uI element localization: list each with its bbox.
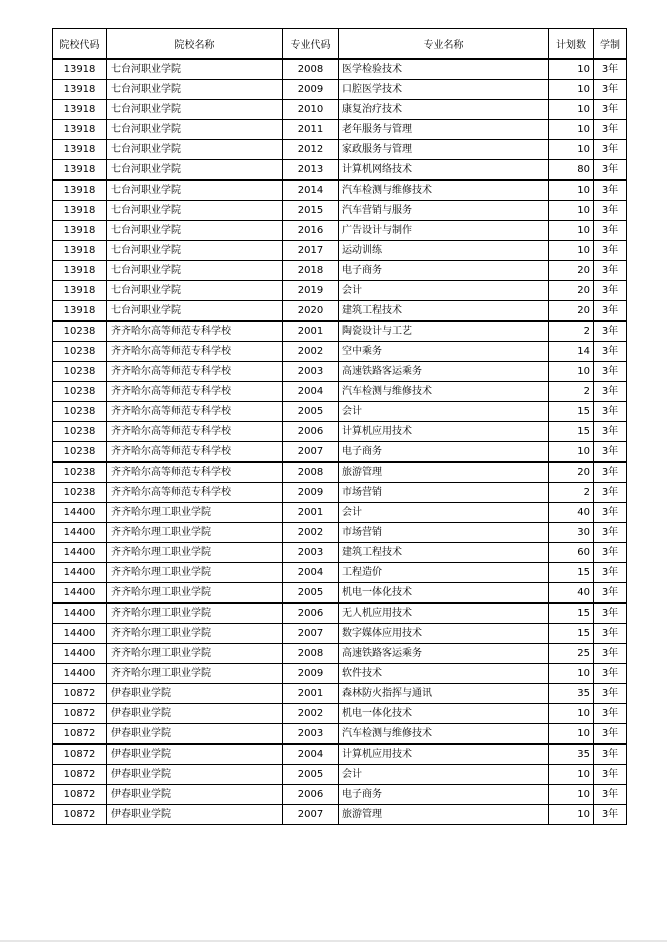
cell-plan-count: 15 [549, 402, 594, 422]
cell-major-name: 计算机网络技术 [339, 160, 549, 181]
cell-major-code: 2019 [283, 281, 339, 301]
cell-plan-count: 10 [549, 785, 594, 805]
cell-plan-count: 30 [549, 523, 594, 543]
table-row [53, 382, 627, 402]
table-row [53, 261, 627, 281]
cell-school-code: 13918 [53, 261, 107, 281]
cell-study-years: 3年 [594, 342, 627, 362]
cell-school-name: 齐齐哈尔高等师范专科学校 [107, 483, 283, 503]
table-row [53, 100, 627, 120]
cell-study-years: 3年 [594, 644, 627, 664]
cell-plan-count: 10 [549, 201, 594, 221]
cell-school-code: 14400 [53, 644, 107, 664]
cell-study-years: 3年 [594, 100, 627, 120]
table-row [53, 543, 627, 563]
cell-major-code: 2002 [283, 342, 339, 362]
cell-school-name: 齐齐哈尔理工职业学院 [107, 624, 283, 644]
cell-study-years: 3年 [594, 684, 627, 704]
cell-major-name: 机电一体化技术 [339, 704, 549, 724]
table-row [53, 80, 627, 100]
table-row [53, 603, 627, 624]
cell-school-code: 10238 [53, 362, 107, 382]
cell-school-code: 10238 [53, 342, 107, 362]
cell-school-code: 13918 [53, 241, 107, 261]
cell-study-years: 3年 [594, 664, 627, 684]
cell-plan-count: 35 [549, 744, 594, 765]
cell-major-code: 2003 [283, 724, 339, 745]
cell-major-code: 2001 [283, 684, 339, 704]
cell-plan-count: 10 [549, 362, 594, 382]
cell-school-code: 13918 [53, 281, 107, 301]
cell-school-code: 10238 [53, 442, 107, 463]
cell-school-name: 齐齐哈尔理工职业学院 [107, 503, 283, 523]
cell-plan-count: 10 [549, 442, 594, 463]
cell-plan-count: 35 [549, 684, 594, 704]
cell-study-years: 3年 [594, 59, 627, 80]
cell-school-name: 齐齐哈尔高等师范专科学校 [107, 402, 283, 422]
cell-school-code: 14400 [53, 563, 107, 583]
cell-plan-count: 2 [549, 483, 594, 503]
cell-study-years: 3年 [594, 80, 627, 100]
cell-school-code: 13918 [53, 160, 107, 181]
cell-plan-count: 15 [549, 603, 594, 624]
cell-plan-count: 20 [549, 281, 594, 301]
cell-major-code: 2003 [283, 543, 339, 563]
header-major-name: 专业名称 [339, 29, 549, 60]
cell-school-name: 齐齐哈尔高等师范专科学校 [107, 321, 283, 342]
cell-school-code: 14400 [53, 624, 107, 644]
table-row [53, 442, 627, 463]
cell-plan-count: 40 [549, 503, 594, 523]
table-row [53, 785, 627, 805]
cell-major-name: 会计 [339, 765, 549, 785]
cell-study-years: 3年 [594, 724, 627, 745]
cell-plan-count: 10 [549, 664, 594, 684]
cell-study-years: 3年 [594, 221, 627, 241]
cell-major-name: 汽车检测与维修技术 [339, 180, 549, 201]
cell-major-name: 无人机应用技术 [339, 603, 549, 624]
cell-major-name: 家政服务与管理 [339, 140, 549, 160]
cell-school-code: 10872 [53, 704, 107, 724]
header-major-code: 专业代码 [283, 29, 339, 60]
cell-school-code: 13918 [53, 221, 107, 241]
cell-school-code: 13918 [53, 100, 107, 120]
cell-plan-count: 10 [549, 120, 594, 140]
cell-school-name: 齐齐哈尔理工职业学院 [107, 583, 283, 604]
cell-major-code: 2015 [283, 201, 339, 221]
enrollment-plan-table [52, 28, 627, 825]
cell-study-years: 3年 [594, 704, 627, 724]
cell-plan-count: 10 [549, 704, 594, 724]
cell-study-years: 3年 [594, 160, 627, 181]
cell-major-code: 2002 [283, 704, 339, 724]
cell-major-code: 2001 [283, 503, 339, 523]
cell-school-code: 14400 [53, 664, 107, 684]
cell-school-name: 伊春职业学院 [107, 704, 283, 724]
cell-plan-count: 20 [549, 301, 594, 322]
cell-major-code: 2011 [283, 120, 339, 140]
cell-major-code: 2020 [283, 301, 339, 322]
cell-study-years: 3年 [594, 362, 627, 382]
cell-school-name: 七台河职业学院 [107, 100, 283, 120]
table-row [53, 281, 627, 301]
cell-plan-count: 10 [549, 59, 594, 80]
cell-major-name: 汽车营销与服务 [339, 201, 549, 221]
table-row [53, 704, 627, 724]
cell-major-code: 2008 [283, 462, 339, 483]
table-row [53, 624, 627, 644]
cell-major-code: 2008 [283, 59, 339, 80]
cell-school-code: 14400 [53, 603, 107, 624]
cell-plan-count: 20 [549, 261, 594, 281]
cell-school-name: 伊春职业学院 [107, 785, 283, 805]
table-row [53, 563, 627, 583]
cell-major-name: 高速铁路客运乘务 [339, 362, 549, 382]
cell-major-code: 2009 [283, 664, 339, 684]
cell-school-name: 齐齐哈尔理工职业学院 [107, 523, 283, 543]
cell-school-name: 伊春职业学院 [107, 724, 283, 745]
cell-school-code: 13918 [53, 80, 107, 100]
cell-plan-count: 15 [549, 422, 594, 442]
table-row [53, 503, 627, 523]
cell-plan-count: 2 [549, 382, 594, 402]
cell-major-name: 旅游管理 [339, 462, 549, 483]
cell-major-name: 电子商务 [339, 261, 549, 281]
cell-major-name: 计算机应用技术 [339, 422, 549, 442]
cell-study-years: 3年 [594, 744, 627, 765]
table-row [53, 523, 627, 543]
cell-major-code: 2004 [283, 563, 339, 583]
table-row [53, 684, 627, 704]
cell-school-name: 七台河职业学院 [107, 241, 283, 261]
cell-major-name: 汽车检测与维修技术 [339, 382, 549, 402]
cell-study-years: 3年 [594, 321, 627, 342]
table-row [53, 765, 627, 785]
cell-study-years: 3年 [594, 402, 627, 422]
table-row [53, 724, 627, 745]
cell-school-code: 10238 [53, 483, 107, 503]
cell-major-code: 2004 [283, 382, 339, 402]
cell-major-name: 市场营销 [339, 523, 549, 543]
cell-school-code: 14400 [53, 583, 107, 604]
table-body [53, 59, 627, 825]
cell-school-code: 10238 [53, 321, 107, 342]
table-row [53, 140, 627, 160]
cell-study-years: 3年 [594, 603, 627, 624]
table-row [53, 301, 627, 322]
table-row [53, 744, 627, 765]
table-row [53, 462, 627, 483]
cell-major-code: 2005 [283, 402, 339, 422]
cell-school-name: 齐齐哈尔理工职业学院 [107, 644, 283, 664]
cell-major-code: 2016 [283, 221, 339, 241]
cell-school-code: 10872 [53, 684, 107, 704]
cell-plan-count: 10 [549, 100, 594, 120]
table-row [53, 180, 627, 201]
cell-major-name: 陶瓷设计与工艺 [339, 321, 549, 342]
cell-major-name: 医学检验技术 [339, 59, 549, 80]
cell-school-name: 伊春职业学院 [107, 765, 283, 785]
cell-school-name: 齐齐哈尔理工职业学院 [107, 603, 283, 624]
cell-major-code: 2009 [283, 80, 339, 100]
cell-major-name: 森林防火指挥与通讯 [339, 684, 549, 704]
cell-plan-count: 14 [549, 342, 594, 362]
cell-study-years: 3年 [594, 201, 627, 221]
cell-school-code: 14400 [53, 503, 107, 523]
cell-major-name: 空中乘务 [339, 342, 549, 362]
cell-plan-count: 2 [549, 321, 594, 342]
table-row [53, 59, 627, 80]
cell-study-years: 3年 [594, 442, 627, 463]
cell-plan-count: 10 [549, 140, 594, 160]
cell-plan-count: 10 [549, 80, 594, 100]
cell-school-name: 伊春职业学院 [107, 744, 283, 765]
cell-major-code: 2008 [283, 644, 339, 664]
cell-major-name: 会计 [339, 402, 549, 422]
cell-major-code: 2007 [283, 805, 339, 825]
cell-plan-count: 20 [549, 462, 594, 483]
table-row [53, 342, 627, 362]
cell-study-years: 3年 [594, 382, 627, 402]
cell-major-name: 会计 [339, 503, 549, 523]
cell-school-code: 10872 [53, 724, 107, 745]
cell-major-code: 2005 [283, 583, 339, 604]
cell-plan-count: 10 [549, 765, 594, 785]
cell-study-years: 3年 [594, 624, 627, 644]
cell-plan-count: 60 [549, 543, 594, 563]
cell-major-code: 2017 [283, 241, 339, 261]
cell-school-name: 七台河职业学院 [107, 59, 283, 80]
cell-major-name: 计算机应用技术 [339, 744, 549, 765]
cell-plan-count: 10 [549, 724, 594, 745]
cell-major-code: 2002 [283, 523, 339, 543]
cell-major-name: 高速铁路客运乘务 [339, 644, 549, 664]
cell-plan-count: 40 [549, 583, 594, 604]
cell-major-code: 2010 [283, 100, 339, 120]
header-study-years: 学制 [594, 29, 627, 60]
cell-plan-count: 10 [549, 221, 594, 241]
table-row [53, 362, 627, 382]
cell-study-years: 3年 [594, 805, 627, 825]
cell-school-name: 七台河职业学院 [107, 281, 283, 301]
cell-study-years: 3年 [594, 261, 627, 281]
cell-school-code: 10238 [53, 462, 107, 483]
cell-major-name: 康复治疗技术 [339, 100, 549, 120]
table-row [53, 664, 627, 684]
cell-school-name: 齐齐哈尔高等师范专科学校 [107, 342, 283, 362]
cell-major-code: 2007 [283, 624, 339, 644]
cell-study-years: 3年 [594, 462, 627, 483]
cell-major-name: 汽车检测与维修技术 [339, 724, 549, 745]
cell-major-code: 2006 [283, 603, 339, 624]
cell-school-name: 齐齐哈尔高等师范专科学校 [107, 362, 283, 382]
cell-study-years: 3年 [594, 563, 627, 583]
table-row [53, 644, 627, 664]
cell-school-name: 齐齐哈尔理工职业学院 [107, 563, 283, 583]
table-row [53, 221, 627, 241]
header-school-code: 院校代码 [53, 29, 107, 60]
cell-major-code: 2013 [283, 160, 339, 181]
cell-school-name: 七台河职业学院 [107, 180, 283, 201]
cell-school-code: 10238 [53, 422, 107, 442]
cell-school-name: 齐齐哈尔理工职业学院 [107, 543, 283, 563]
cell-study-years: 3年 [594, 140, 627, 160]
cell-school-name: 齐齐哈尔高等师范专科学校 [107, 442, 283, 463]
cell-school-name: 齐齐哈尔高等师范专科学校 [107, 462, 283, 483]
cell-major-name: 会计 [339, 281, 549, 301]
table-row [53, 422, 627, 442]
cell-school-code: 10872 [53, 744, 107, 765]
table-row [53, 241, 627, 261]
cell-school-code: 13918 [53, 120, 107, 140]
cell-study-years: 3年 [594, 422, 627, 442]
cell-plan-count: 80 [549, 160, 594, 181]
cell-study-years: 3年 [594, 583, 627, 604]
cell-school-code: 13918 [53, 201, 107, 221]
cell-major-name: 建筑工程技术 [339, 543, 549, 563]
cell-school-name: 七台河职业学院 [107, 120, 283, 140]
cell-major-code: 2006 [283, 785, 339, 805]
cell-school-code: 13918 [53, 301, 107, 322]
cell-major-code: 2014 [283, 180, 339, 201]
cell-study-years: 3年 [594, 180, 627, 201]
cell-major-name: 广告设计与制作 [339, 221, 549, 241]
cell-plan-count: 10 [549, 180, 594, 201]
cell-major-name: 电子商务 [339, 442, 549, 463]
header-school-name: 院校名称 [107, 29, 283, 60]
cell-major-name: 建筑工程技术 [339, 301, 549, 322]
cell-major-name: 口腔医学技术 [339, 80, 549, 100]
table-row [53, 321, 627, 342]
cell-major-code: 2001 [283, 321, 339, 342]
cell-study-years: 3年 [594, 523, 627, 543]
cell-school-name: 伊春职业学院 [107, 805, 283, 825]
cell-school-code: 10238 [53, 402, 107, 422]
cell-major-code: 2004 [283, 744, 339, 765]
cell-study-years: 3年 [594, 765, 627, 785]
cell-school-code: 14400 [53, 523, 107, 543]
cell-major-code: 2012 [283, 140, 339, 160]
table-row [53, 583, 627, 604]
cell-school-code: 14400 [53, 543, 107, 563]
cell-major-name: 旅游管理 [339, 805, 549, 825]
cell-major-name: 工程造价 [339, 563, 549, 583]
cell-school-code: 13918 [53, 140, 107, 160]
cell-major-name: 市场营销 [339, 483, 549, 503]
cell-school-code: 10872 [53, 805, 107, 825]
cell-major-name: 软件技术 [339, 664, 549, 684]
cell-school-name: 齐齐哈尔理工职业学院 [107, 664, 283, 684]
cell-major-code: 2003 [283, 362, 339, 382]
cell-school-code: 10238 [53, 382, 107, 402]
table-row [53, 483, 627, 503]
cell-study-years: 3年 [594, 241, 627, 261]
cell-school-code: 10872 [53, 765, 107, 785]
cell-study-years: 3年 [594, 543, 627, 563]
cell-plan-count: 10 [549, 241, 594, 261]
cell-major-code: 2018 [283, 261, 339, 281]
cell-school-code: 13918 [53, 180, 107, 201]
cell-major-code: 2006 [283, 422, 339, 442]
cell-study-years: 3年 [594, 785, 627, 805]
cell-school-name: 七台河职业学院 [107, 140, 283, 160]
table-row [53, 805, 627, 825]
cell-school-name: 七台河职业学院 [107, 201, 283, 221]
cell-plan-count: 15 [549, 624, 594, 644]
cell-study-years: 3年 [594, 120, 627, 140]
cell-school-name: 齐齐哈尔高等师范专科学校 [107, 382, 283, 402]
cell-major-name: 电子商务 [339, 785, 549, 805]
cell-school-name: 齐齐哈尔高等师范专科学校 [107, 422, 283, 442]
table-header-row [53, 29, 627, 60]
cell-school-name: 七台河职业学院 [107, 80, 283, 100]
cell-school-code: 13918 [53, 59, 107, 80]
cell-major-code: 2005 [283, 765, 339, 785]
cell-study-years: 3年 [594, 281, 627, 301]
cell-school-name: 七台河职业学院 [107, 221, 283, 241]
cell-school-name: 伊春职业学院 [107, 684, 283, 704]
cell-major-name: 数字媒体应用技术 [339, 624, 549, 644]
cell-school-code: 10872 [53, 785, 107, 805]
cell-major-name: 老年服务与管理 [339, 120, 549, 140]
table-row [53, 402, 627, 422]
cell-school-name: 七台河职业学院 [107, 301, 283, 322]
cell-study-years: 3年 [594, 301, 627, 322]
table-row [53, 120, 627, 140]
cell-plan-count: 25 [549, 644, 594, 664]
cell-plan-count: 15 [549, 563, 594, 583]
header-plan-count: 计划数 [549, 29, 594, 60]
cell-major-code: 2009 [283, 483, 339, 503]
cell-school-name: 七台河职业学院 [107, 261, 283, 281]
cell-school-name: 七台河职业学院 [107, 160, 283, 181]
cell-study-years: 3年 [594, 483, 627, 503]
cell-major-code: 2007 [283, 442, 339, 463]
cell-major-name: 运动训练 [339, 241, 549, 261]
cell-plan-count: 10 [549, 805, 594, 825]
table-row [53, 201, 627, 221]
cell-study-years: 3年 [594, 503, 627, 523]
table-row [53, 160, 627, 181]
cell-major-name: 机电一体化技术 [339, 583, 549, 604]
